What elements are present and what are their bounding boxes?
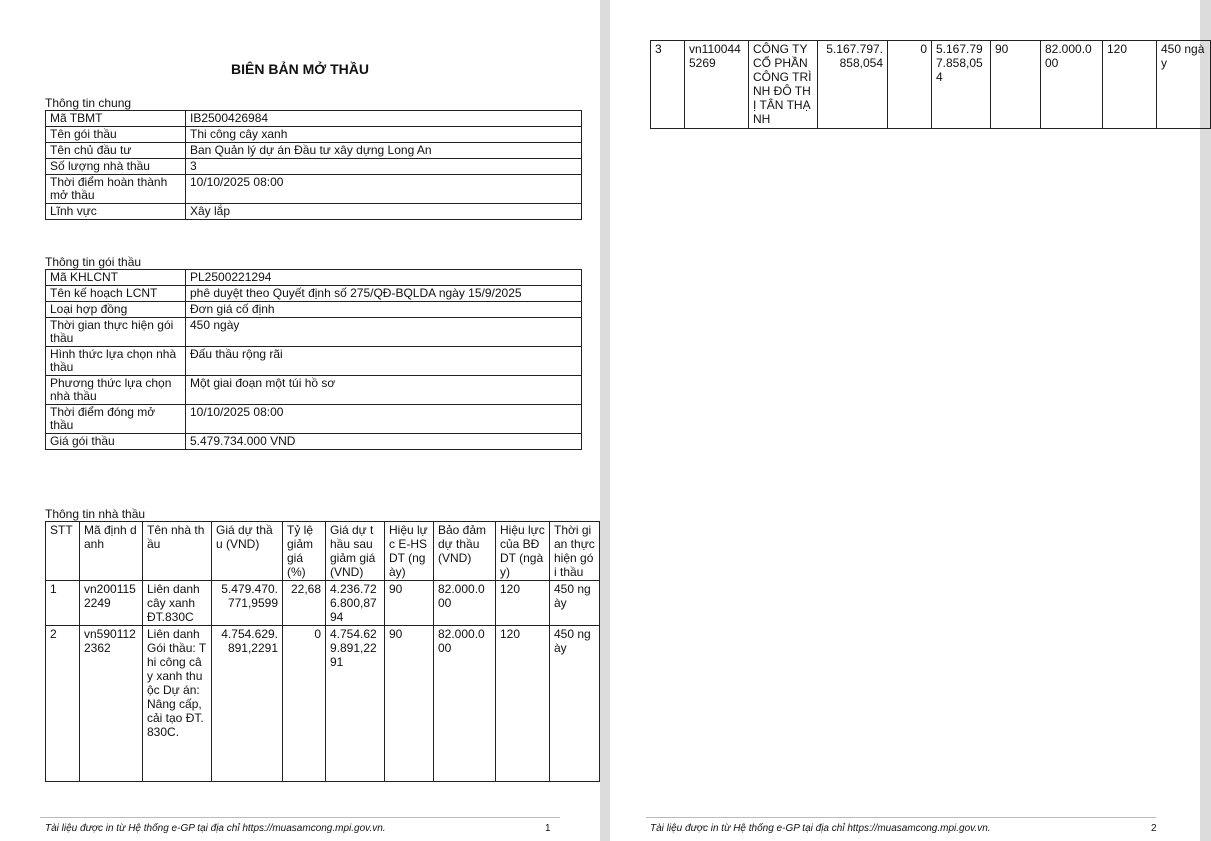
footer-text: Tài liệu được in từ Hệ thống e-GP tại địa chỉ https://muasamcong.mpi.gov.vn. [650, 823, 991, 834]
info-row [46, 405, 582, 434]
info-row [46, 347, 582, 376]
info-row [46, 175, 582, 204]
info-label: Tên gói thầu [46, 127, 186, 143]
info-label: Thời điểm đóng mở thầu [46, 405, 186, 434]
bidders-column-header: Hiệu lực E-HSDT (ngày) [385, 522, 434, 581]
info-value: Một giai đoạn một túi hồ sơ [186, 376, 582, 405]
bidder-discount-rate: 0 [283, 626, 326, 782]
bidders-column-header: STT [46, 522, 80, 581]
info-row [46, 376, 582, 405]
section-heading-bidders: Thông tin nhà thầu [45, 507, 146, 521]
info-value: 450 ngày [186, 318, 582, 347]
footer-text: Tài liệu được in từ Hệ thống e-GP tại địa chỉ https://muasamcong.mpi.gov.vn. [45, 823, 386, 834]
bidder-name: CÔNG TY CỔ PHẦN CÔNG TRÌNH ĐÔ THỊ TÂN THẠNH [749, 41, 818, 129]
section-heading-general: Thông tin chung [45, 96, 132, 110]
info-value: 10/10/2025 08:00 [186, 175, 582, 204]
info-row [46, 143, 582, 159]
bidders-table-continued [650, 40, 1211, 129]
info-row [46, 270, 582, 286]
info-row [46, 302, 582, 318]
bidder-duration: 450 ngày [550, 626, 600, 782]
bidder-ehsdt-validity: 90 [385, 626, 434, 782]
bidder-bid-price: 5.479.470.771,9599 [212, 581, 283, 626]
info-row [46, 434, 582, 450]
bidders-column-header: Tỷ lệ giảm giá (%) [283, 522, 326, 581]
bidder-bid-security: 82.000.000 [434, 581, 496, 626]
bidders-column-header: Mã định danh [80, 522, 143, 581]
info-value: Ban Quản lý dự án Đầu tư xây dựng Long An [186, 143, 582, 159]
page-number: 1 [545, 823, 551, 834]
bidder-identifier: vn2001152249 [80, 581, 143, 626]
info-label: Thời gian thực hiện gói thầu [46, 318, 186, 347]
info-label: Lĩnh vực [46, 204, 186, 220]
info-value: PL2500221294 [186, 270, 582, 286]
info-row [46, 204, 582, 220]
bidder-name: Liên danh cây xanh ĐT.830C [143, 581, 212, 626]
bidder-price-after-discount: 5.167.797.858,054 [932, 41, 991, 129]
bidder-ehsdt-validity: 90 [991, 41, 1041, 129]
footer-divider [40, 817, 560, 818]
info-value: 10/10/2025 08:00 [186, 405, 582, 434]
bidder-price-after-discount: 4.236.726.800,8794 [326, 581, 385, 626]
bidder-stt: 2 [46, 626, 80, 782]
bidders-column-header: Giá dự thầu sau giảm giá (VND) [326, 522, 385, 581]
bidder-discount-rate: 0 [888, 41, 932, 129]
general-info-table [45, 110, 582, 220]
document-title: BIÊN BẢN MỞ THẦU [231, 61, 369, 77]
info-label: Tên kế hoạch LCNT [46, 286, 186, 302]
info-value: 5.479.734.000 VND [186, 434, 582, 450]
bidder-security-validity: 120 [1103, 41, 1157, 129]
bidder-security-validity: 120 [496, 626, 550, 782]
bidders-column-header: Bảo đảm dự thầu (VND) [434, 522, 496, 581]
bidder-bid-security: 82.000.000 [1041, 41, 1103, 129]
package-info-table [45, 269, 582, 450]
bidder-identifier: vn1100445269 [685, 41, 749, 129]
info-row [46, 159, 582, 175]
bidders-column-header: Hiệu lực của BĐ DT (ngày) [496, 522, 550, 581]
bidder-price-after-discount: 4.754.629.891,2291 [326, 626, 385, 782]
bidder-duration: 450 ngày [550, 581, 600, 626]
bidders-column-header: Giá dự thầu (VND) [212, 522, 283, 581]
info-value: Đấu thầu rộng rãi [186, 347, 582, 376]
bidder-name: Liên danh Gói thầu: Thi công cây xanh thuộc Dự án: Nâng cấp, cải tạo ĐT.830C. [143, 626, 212, 782]
document-page-1 [0, 0, 600, 841]
bidder-duration: 450 ngày [1157, 41, 1211, 129]
info-value: Đơn giá cố định [186, 302, 582, 318]
section-heading-package: Thông tin gói thầu [45, 255, 142, 269]
info-label: Giá gói thầu [46, 434, 186, 450]
info-label: Loại hợp đồng [46, 302, 186, 318]
info-label: Tên chủ đầu tư [46, 143, 186, 159]
info-label: Mã KHLCNT [46, 270, 186, 286]
bidder-row [651, 41, 1211, 129]
bidder-stt: 3 [651, 41, 685, 129]
info-label: Phương thức lựa chọn nhà thầu [46, 376, 186, 405]
info-value: phê duyệt theo Quyết định số 275/QĐ-BQLDA ngày 15/9/2025 [186, 286, 582, 302]
footer-divider [646, 817, 1156, 818]
page-number: 2 [1151, 823, 1157, 834]
bidder-stt: 1 [46, 581, 80, 626]
info-label: Số lượng nhà thầu [46, 159, 186, 175]
info-row [46, 286, 582, 302]
bidder-bid-price: 4.754.629.891,2291 [212, 626, 283, 782]
info-row [46, 111, 582, 127]
bidders-column-header: Tên nhà thầu [143, 522, 212, 581]
document-page-2 [610, 0, 1205, 841]
bidders-header-row [46, 522, 600, 581]
bidder-security-validity: 120 [496, 581, 550, 626]
bidders-column-header: Thời gian thực hiện gói thầu [550, 522, 600, 581]
info-value: Xây lắp [186, 204, 582, 220]
bidder-ehsdt-validity: 90 [385, 581, 434, 626]
bidder-row [46, 581, 600, 626]
info-value: Thi công cây xanh [186, 127, 582, 143]
info-value: 3 [186, 159, 582, 175]
info-label: Thời điểm hoàn thành mở thầu [46, 175, 186, 204]
info-label: Hình thức lựa chọn nhà thầu [46, 347, 186, 376]
bidder-bid-security: 82.000.000 [434, 626, 496, 782]
info-row [46, 127, 582, 143]
info-row [46, 318, 582, 347]
bidders-table [45, 521, 600, 782]
bidder-discount-rate: 22,68 [283, 581, 326, 626]
info-value: IB2500426984 [186, 111, 582, 127]
bidder-identifier: vn5901122362 [80, 626, 143, 782]
info-label: Mã TBMT [46, 111, 186, 127]
bidder-row [46, 626, 600, 782]
bidder-bid-price: 5.167.797.858,054 [818, 41, 888, 129]
